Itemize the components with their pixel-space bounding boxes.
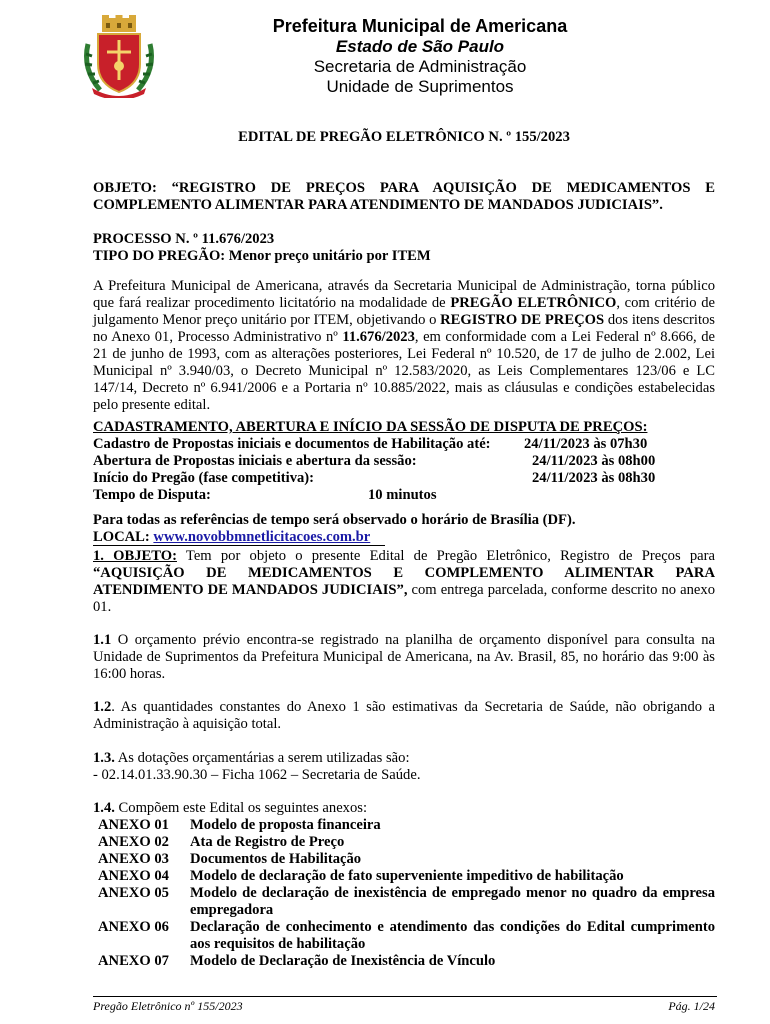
annex-code: ANEXO 05: [98, 885, 169, 901]
intro-bold-1: PREGÃO ELETRÔNICO: [450, 295, 617, 311]
header-estado: Estado de São Paulo: [335, 37, 505, 56]
annex-code: ANEXO 03: [98, 851, 169, 867]
section-divider: [93, 545, 385, 546]
intro-text-3: dos itens descritos no Anexo 01, Processo Administrativo nº: [93, 312, 715, 345]
annex-code: ANEXO 06: [98, 919, 169, 935]
schedule-heading: CADASTRAMENTO, ABERTURA E INÍCIO DA SESSÃO DE DISPUTA DE PREÇOS:: [93, 419, 648, 435]
section-1-3-text: As dotações orçamentárias a serem utilizadas são:: [114, 750, 410, 766]
section-1-4: [93, 800, 715, 817]
annex-desc: Documentos de Habilitação: [190, 851, 362, 867]
bbmnet-link[interactable]: www.novobbmnetlicitacoes.com.br: [153, 529, 371, 545]
intro-text-4: , em conformidade com a Lei Federal nº 8.666, de 21 de junho de 1993, com as alterações posteriores, Lei Federal nº 10.520, de 17 de julho de 2.002, Lei Municipal nº 3.940/03, o Decreto Municipal nº 12.583/2020, as Leis Complementares 123/06 e LC 147/14, Decreto nº 6.941/2006 e a Portaria nº 10.885/2022, mais as cláusulas e condições estabelecidas pelo presente edital.: [93, 329, 715, 413]
schedule-value-tempo: 10 minutos: [368, 487, 437, 503]
section-1-number: 1. OBJETO:: [93, 548, 177, 564]
section-1-3-dotacao: - 02.14.01.33.90.30 – Ficha 1062 – Secretaria de Saúde.: [93, 767, 421, 783]
intro-text-2: , com critério de julgamento Menor preço unitário por ITEM, objetivando o: [93, 295, 716, 328]
schedule-row-inicio: Início do Pregão (fase competitiva):: [93, 470, 315, 486]
schedule-value-cadastro: 24/11/2023 às 07h30: [524, 436, 648, 452]
intro-text-1: A Prefeitura Municipal de Americana, através da Secretaria Municipal de Administração, torna público que fará realizar procedimento licitatório na modalidade de: [93, 278, 715, 311]
tipo-pregao-value: : Menor preço unitário por ITEM: [220, 248, 431, 264]
tipo-pregao-label: TIPO DO PREGÃO: [93, 248, 221, 264]
section-1-2-number: 1.2: [93, 699, 112, 715]
intro-bold-3: 11.676/2023: [342, 329, 415, 345]
section-1-text: Tem por objeto o presente Edital de Pregão Eletrônico, Registro de Preços para: [176, 548, 715, 564]
schedule-row-cadastro: [93, 436, 491, 453]
section-1-2-text: . As quantidades constantes do Anexo 1 são estimativas da Secretaria de Saúde, não obrigando a Administração à aquisição total.: [93, 699, 715, 732]
schedule-row-tempo: Tempo de Disputa:: [93, 487, 211, 503]
annex-code: ANEXO 07: [98, 953, 169, 969]
annex-desc: Modelo de Declaração de Inexistência de Vínculo: [190, 953, 496, 969]
footer-rule: [93, 996, 717, 997]
tipo-pregao: [93, 248, 715, 265]
section-1-tail: com entrega parcelada, conforme descrito no anexo 01.: [93, 582, 715, 615]
footer-page-number: Pág. 1/24: [668, 999, 715, 1013]
section-1-1-text: O orçamento prévio encontra-se registrado na planilha de orçamento disponível para consulta na Unidade de Suprimentos da Prefeitura Municipal de Americana, na Av. Brasil, 85, no horário das 9:00 às 16:00 horas.: [93, 632, 715, 682]
annex-desc: Declaração de conhecimento e atendimento das condições do Edital cumprimento aos requisitos de habilitação: [190, 919, 715, 952]
local-line: [93, 529, 715, 546]
intro-bold-2: REGISTRO DE PREÇOS: [440, 312, 605, 328]
objeto-line-2: COMPLEMENTO ALIMENTAR PARA ATENDIMENTO DE MANDADOS JUDICIAIS”.: [93, 197, 663, 213]
schedule-value-abertura: 24/11/2023 às 08h00: [532, 453, 656, 469]
header-secretaria: Secretaria de Administração: [313, 57, 527, 76]
document-title: EDITAL DE PREGÃO ELETRÔNICO N. º 155/2023: [238, 129, 570, 145]
annex-code: ANEXO 02: [98, 834, 169, 850]
section-1-3-number: 1.3.: [93, 750, 115, 766]
header-unidade: Unidade de Suprimentos: [326, 77, 514, 96]
section-1-4-number: 1.4.: [93, 800, 115, 816]
local-label: LOCAL:: [93, 529, 154, 545]
section-1-bold: “AQUISIÇÃO DE MEDICAMENTOS E COMPLEMENTO ALIMENTAR PARA ATENDIMENTO DE MANDADOS JUDICIAIS”,: [93, 565, 715, 598]
intro-paragraph: [93, 278, 715, 414]
section-1-objeto: [93, 548, 715, 616]
schedule-value-inicio: 24/11/2023 às 08h30: [532, 470, 656, 486]
annex-code: ANEXO 04: [98, 868, 169, 884]
section-1-4-text: Compõem este Edital os seguintes anexos:: [114, 800, 367, 816]
annex-desc: Modelo de declaração de fato superveniente impeditivo de habilitação: [190, 868, 624, 884]
coat-of-arms-icon: [78, 14, 160, 98]
schedule-label: Cadastro de Propostas iniciais e documentos de Habilitação até:: [93, 436, 491, 452]
processo-number: PROCESSO N. º 11.676/2023: [93, 231, 275, 247]
annex-desc: Ata de Registro de Preço: [190, 834, 345, 850]
section-1-1: [93, 632, 715, 683]
annex-desc: Modelo de declaração de inexistência de empregado menor no quadro da empresa empregadora: [190, 885, 715, 918]
annex-code: ANEXO 01: [98, 817, 169, 833]
footer-doc-name: Pregão Eletrônico nº 155/2023: [93, 999, 243, 1013]
brasilia-time-note: Para todas as referências de tempo será observado o horário de Brasília (DF).: [93, 512, 576, 528]
section-1-1-number: 1.1: [93, 632, 112, 648]
section-1-3: [93, 750, 715, 767]
objeto-line-1: OBJETO: “REGISTRO DE PREÇOS PARA AQUISIÇÃO DE MEDICAMENTOS E: [93, 180, 715, 196]
annex-desc: Modelo de proposta financeira: [190, 817, 381, 833]
section-1-2: [93, 699, 715, 733]
header-prefeitura: Prefeitura Municipal de Americana: [272, 16, 568, 36]
schedule-row-abertura: Abertura de Propostas iniciais e abertura da sessão:: [93, 453, 417, 469]
